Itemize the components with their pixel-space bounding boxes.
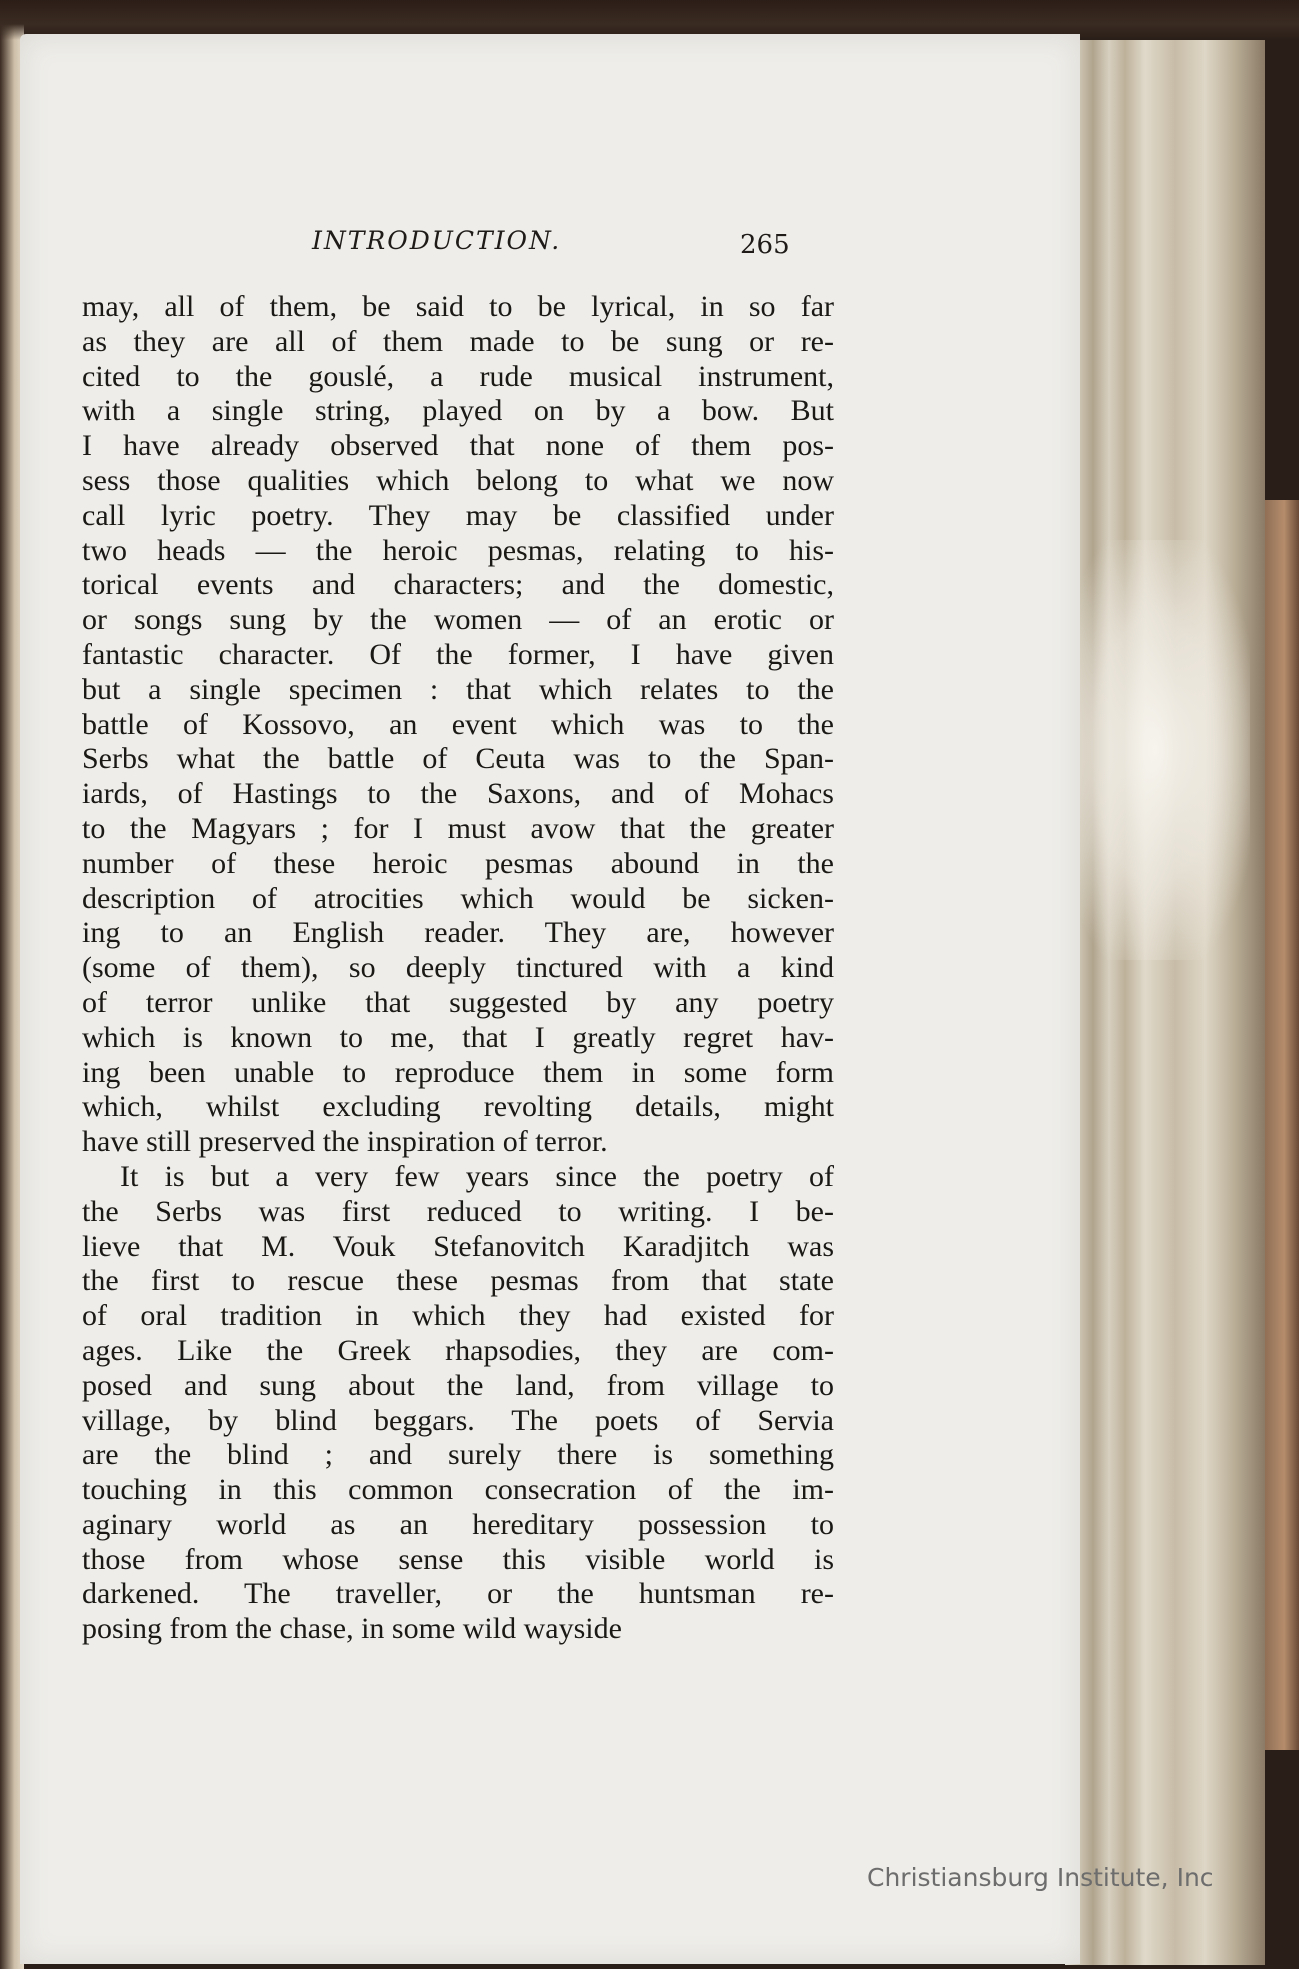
text-line: with a single string, played on by a bow. But <box>82 394 834 428</box>
text-line: sess those qualities which belong to what we now <box>82 463 834 497</box>
text-line: of terror unlike that suggested by any poetry <box>82 985 834 1019</box>
text-line: ing been unable to reproduce them in some form <box>82 1055 834 1089</box>
text-line: which, whilst excluding revolting details, might <box>82 1090 834 1124</box>
page-number: 265 <box>740 230 790 260</box>
text-line: are the blind ; and surely there is something <box>82 1438 834 1472</box>
watermark: Christiansburg Institute, Inc <box>867 1863 1214 1892</box>
text-line: fantastic character. Of the former, I have given <box>82 637 834 671</box>
text-line: ing to an English reader. They are, however <box>82 916 834 950</box>
text-line: two heads — the heroic pesmas, relating to his- <box>82 533 834 567</box>
light-glare <box>1060 540 1250 960</box>
running-head: INTRODUCTION. <box>312 226 562 255</box>
text-line: of oral tradition in which they had existed for <box>82 1299 834 1333</box>
text-line: number of these heroic pesmas abound in the <box>82 846 834 880</box>
text-line: I have already observed that none of them pos- <box>82 429 834 463</box>
page-fore-edge <box>1065 40 1265 1965</box>
text-line: lieve that M. Vouk Stefanovitch Karadjitch was <box>82 1229 834 1263</box>
text-line: aginary world as an hereditary possession to <box>82 1507 834 1541</box>
text-line: cited to the gouslé, a rude musical instrument, <box>82 359 834 393</box>
text-line: touching in this common consecration of the im- <box>82 1473 834 1507</box>
text-line: as they are all of them made to be sung or re- <box>82 324 834 358</box>
text-line: posed and sung about the land, from village to <box>82 1368 834 1402</box>
text-line: iards, of Hastings to the Saxons, and of Mohacs <box>82 777 834 811</box>
book-cover-edge <box>1262 500 1299 1750</box>
text-line: It is but a very few years since the poetry of <box>120 1159 834 1193</box>
text-line: posing from the chase, in some wild wayside <box>82 1612 622 1646</box>
text-line: the first to rescue these pesmas from that state <box>82 1264 834 1298</box>
text-line: description of atrocities which would be sicken- <box>82 881 834 915</box>
text-line: battle of Kossovo, an event which was to the <box>82 707 834 741</box>
text-line: darkened. The traveller, or the huntsman re- <box>82 1577 834 1611</box>
text-line: Serbs what the battle of Ceuta was to the Span- <box>82 742 834 776</box>
text-line: or songs sung by the women — of an erotic or <box>82 603 834 637</box>
body-text <box>82 290 834 1647</box>
text-line: those from whose sense this visible world is <box>82 1542 834 1576</box>
text-line: the Serbs was first reduced to writing. I be- <box>82 1194 834 1228</box>
text-line: but a single specimen : that which relates to the <box>82 672 834 706</box>
text-line: village, by blind beggars. The poets of Servia <box>82 1403 834 1437</box>
text-line: (some of them), so deeply tinctured with a kind <box>82 951 834 985</box>
text-line: call lyric poetry. They may be classified under <box>82 498 834 532</box>
text-line: to the Magyars ; for I must avow that the greater <box>82 811 834 845</box>
text-line: torical events and characters; and the domestic, <box>82 568 834 602</box>
text-line: which is known to me, that I greatly regret hav- <box>82 1020 834 1054</box>
text-line: may, all of them, be said to be lyrical, in so far <box>82 290 834 323</box>
text-line: ages. Like the Greek rhapsodies, they are com- <box>82 1333 834 1367</box>
text-line: have still preserved the inspiration of terror. <box>82 1125 608 1159</box>
